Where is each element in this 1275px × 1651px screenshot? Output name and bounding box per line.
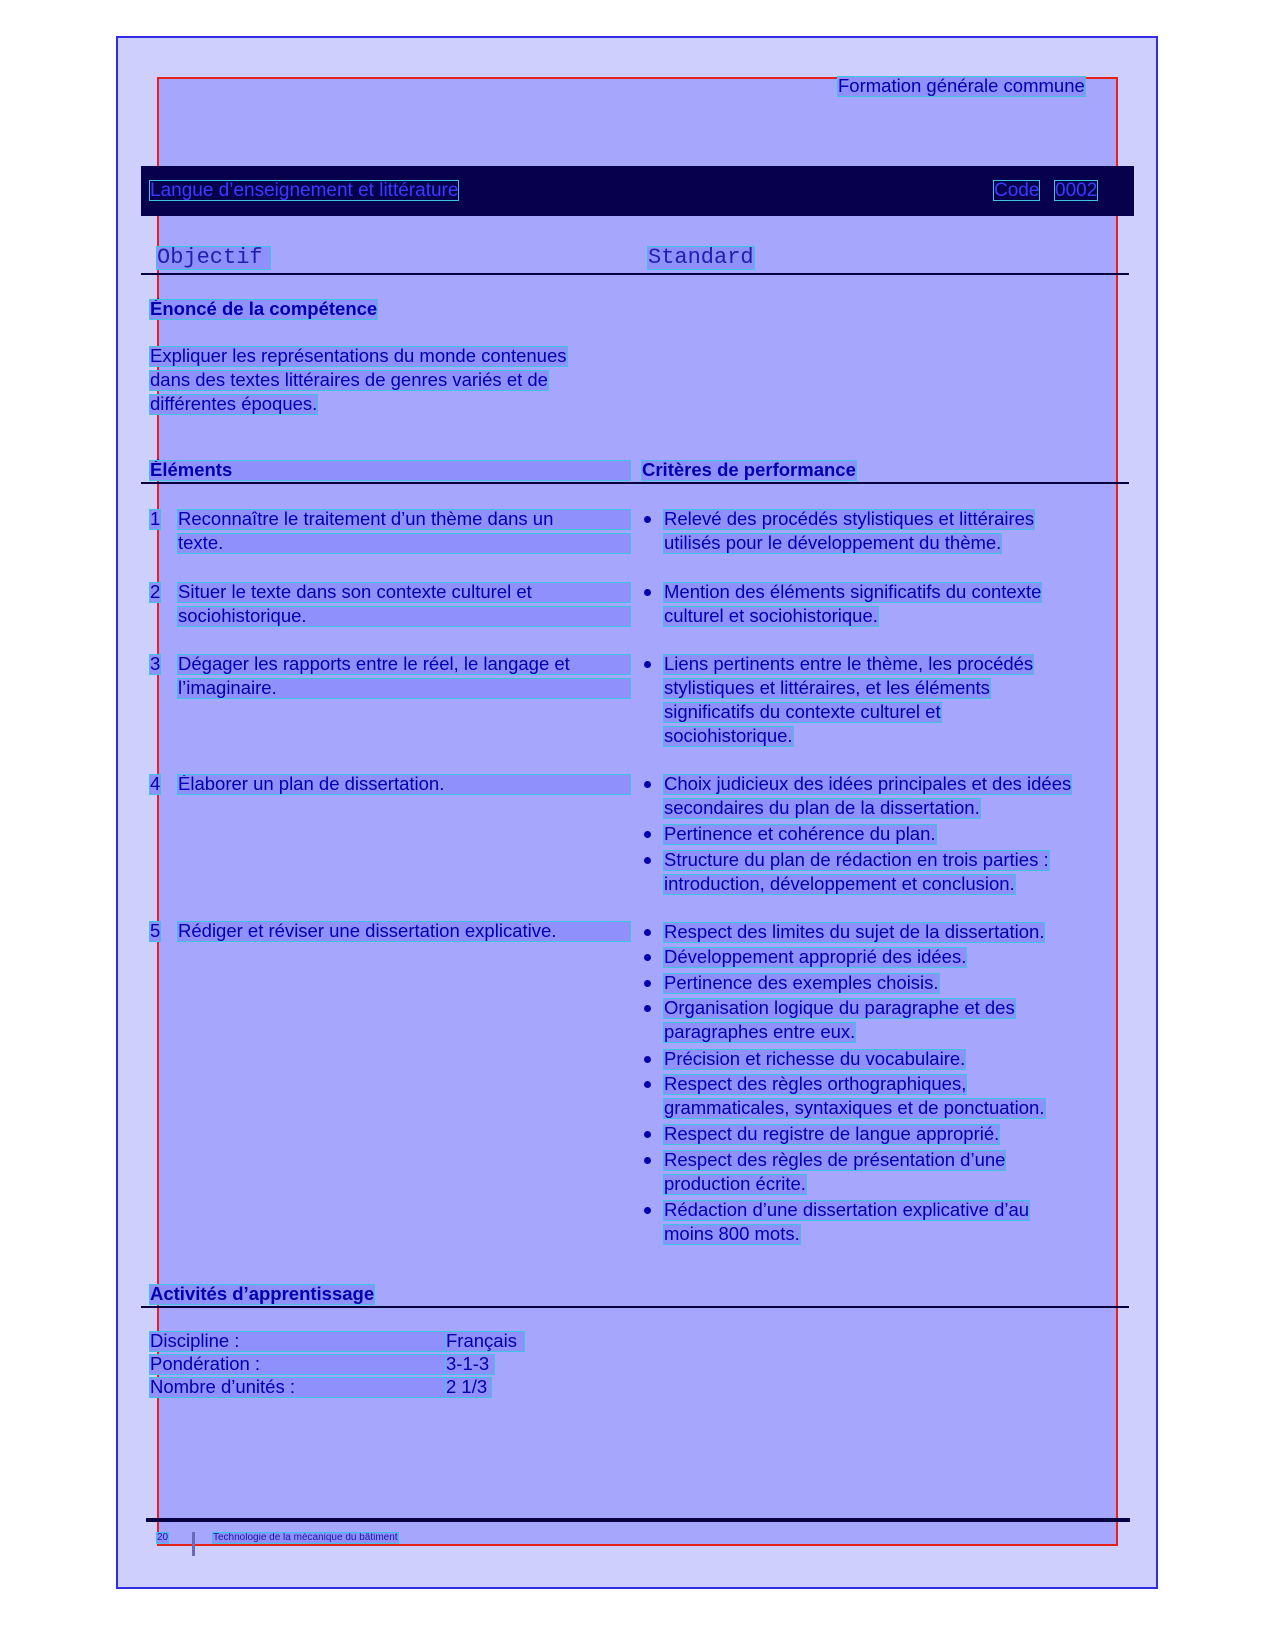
bullet-icon xyxy=(644,1131,651,1138)
bullet-icon xyxy=(644,516,651,523)
element-number: 2 xyxy=(150,581,161,602)
criterion-text: Structure du plan de rédaction en trois parties : xyxy=(664,849,1049,870)
element-text: texte. xyxy=(178,534,630,553)
activity-value: 2 1/3 xyxy=(446,1378,491,1397)
criterion-text: Pertinence et cohérence du plan. xyxy=(664,823,936,844)
columns-rule xyxy=(141,482,1129,484)
code-label: Code xyxy=(994,180,1040,201)
bullet-icon xyxy=(644,661,651,668)
element-number: 4 xyxy=(150,773,161,794)
criterion-text: utilisés pour le développement du thème. xyxy=(664,532,1002,553)
criterion-text: stylistiques et littéraires, et les éléments xyxy=(664,677,990,698)
criterion-text: Relevé des procédés stylistiques et littéraires xyxy=(664,508,1035,529)
element-number: 1 xyxy=(150,508,161,529)
element-number: 5 xyxy=(150,920,161,941)
bullet-icon xyxy=(644,1207,651,1214)
criterion-text: Choix judicieux des idées principales et des idées xyxy=(664,773,1072,794)
element-number: 3 xyxy=(150,653,161,674)
footer-program: Technologie de la mécanique du bâtiment xyxy=(213,1532,398,1543)
criterion-text: Organisation logique du paragraphe et des xyxy=(664,997,1015,1018)
criterion-text: paragraphes entre eux. xyxy=(664,1021,856,1042)
bullet-icon xyxy=(644,1081,651,1088)
program-name: Formation générale commune xyxy=(838,75,1085,96)
course-title: Langue d’enseignement et littérature xyxy=(150,180,459,201)
element-text: l’imaginaire. xyxy=(178,679,630,698)
bullet-icon xyxy=(644,929,651,936)
criterion-text: significatifs du contexte culturel et xyxy=(664,701,941,722)
objective-label: Objectif xyxy=(157,247,270,269)
activity-value: Français xyxy=(446,1332,524,1351)
bullet-icon xyxy=(644,954,651,961)
activity-label: Discipline : xyxy=(150,1332,445,1351)
elements-heading: Éléments xyxy=(150,461,630,480)
criterion-text: sociohistorique. xyxy=(664,725,793,746)
criterion-text: production écrite. xyxy=(664,1173,806,1194)
criterion-text: Respect des limites du sujet de la dissertation. xyxy=(664,921,1045,942)
element-text: Dégager les rapports entre le réel, le langage et xyxy=(178,655,630,674)
page-number: 20 xyxy=(157,1532,169,1543)
criterion-text: Développement approprié des idées. xyxy=(664,946,967,967)
criterion-text: culturel et sociohistorique. xyxy=(664,605,878,626)
activities-heading: Activités d’apprentissage xyxy=(150,1283,375,1304)
bullet-icon xyxy=(644,781,651,788)
criterion-text: Précision et richesse du vocabulaire. xyxy=(664,1048,966,1069)
code-value: 0002 xyxy=(1055,180,1098,201)
competence-heading: Énoncé de la compétence xyxy=(150,298,378,319)
bullet-icon xyxy=(644,831,651,838)
criterion-text: Respect des règles orthographiques, xyxy=(664,1073,967,1094)
competence-line: différentes époques. xyxy=(150,393,318,414)
activity-label: Pondération : xyxy=(150,1355,445,1374)
bullet-icon xyxy=(644,1157,651,1164)
criterion-text: Liens pertinents entre le thème, les procédés xyxy=(664,653,1034,674)
bullet-icon xyxy=(644,589,651,596)
bullet-icon xyxy=(644,980,651,987)
standard-label: Standard xyxy=(648,245,754,270)
activities-rule xyxy=(141,1306,1129,1308)
criterion-text: moins 800 mots. xyxy=(664,1223,800,1244)
criterion-text: Respect du registre de langue approprié. xyxy=(664,1123,1000,1144)
element-text: Rédiger et réviser une dissertation explicative. xyxy=(178,922,630,941)
competence-line: Expliquer les représentations du monde contenues xyxy=(150,345,567,366)
element-text: Reconnaître le traitement d’un thème dans un xyxy=(178,510,630,529)
bullet-icon xyxy=(644,1056,651,1063)
activity-label: Nombre d’unités : xyxy=(150,1378,445,1397)
criterion-text: Respect des règles de présentation d’une xyxy=(664,1149,1006,1170)
criterion-text: secondaires du plan de la dissertation. xyxy=(664,797,980,818)
criterion-text: introduction, développement et conclusion. xyxy=(664,873,1015,894)
criteria-heading: Critères de performance xyxy=(642,459,856,480)
element-text: Situer le texte dans son contexte culturel et xyxy=(178,583,630,602)
element-text: sociohistorique. xyxy=(178,607,630,626)
bullet-icon xyxy=(644,857,651,864)
competence-line: dans des textes littéraires de genres variés et de xyxy=(150,369,548,390)
criterion-text: grammaticales, syntaxiques et de ponctuation. xyxy=(664,1097,1045,1118)
criterion-text: Rédaction d’une dissertation explicative d’au xyxy=(664,1199,1030,1220)
footer-separator xyxy=(192,1532,195,1556)
section-rule xyxy=(141,273,1129,275)
criterion-text: Mention des éléments significatifs du contexte xyxy=(664,581,1042,602)
element-text: Élaborer un plan de dissertation. xyxy=(178,775,630,794)
footer-rule xyxy=(146,1518,1130,1522)
criterion-text: Pertinence des exemples choisis. xyxy=(664,972,939,993)
bullet-icon xyxy=(644,1005,651,1012)
activity-value: 3-1-3 xyxy=(446,1355,494,1374)
